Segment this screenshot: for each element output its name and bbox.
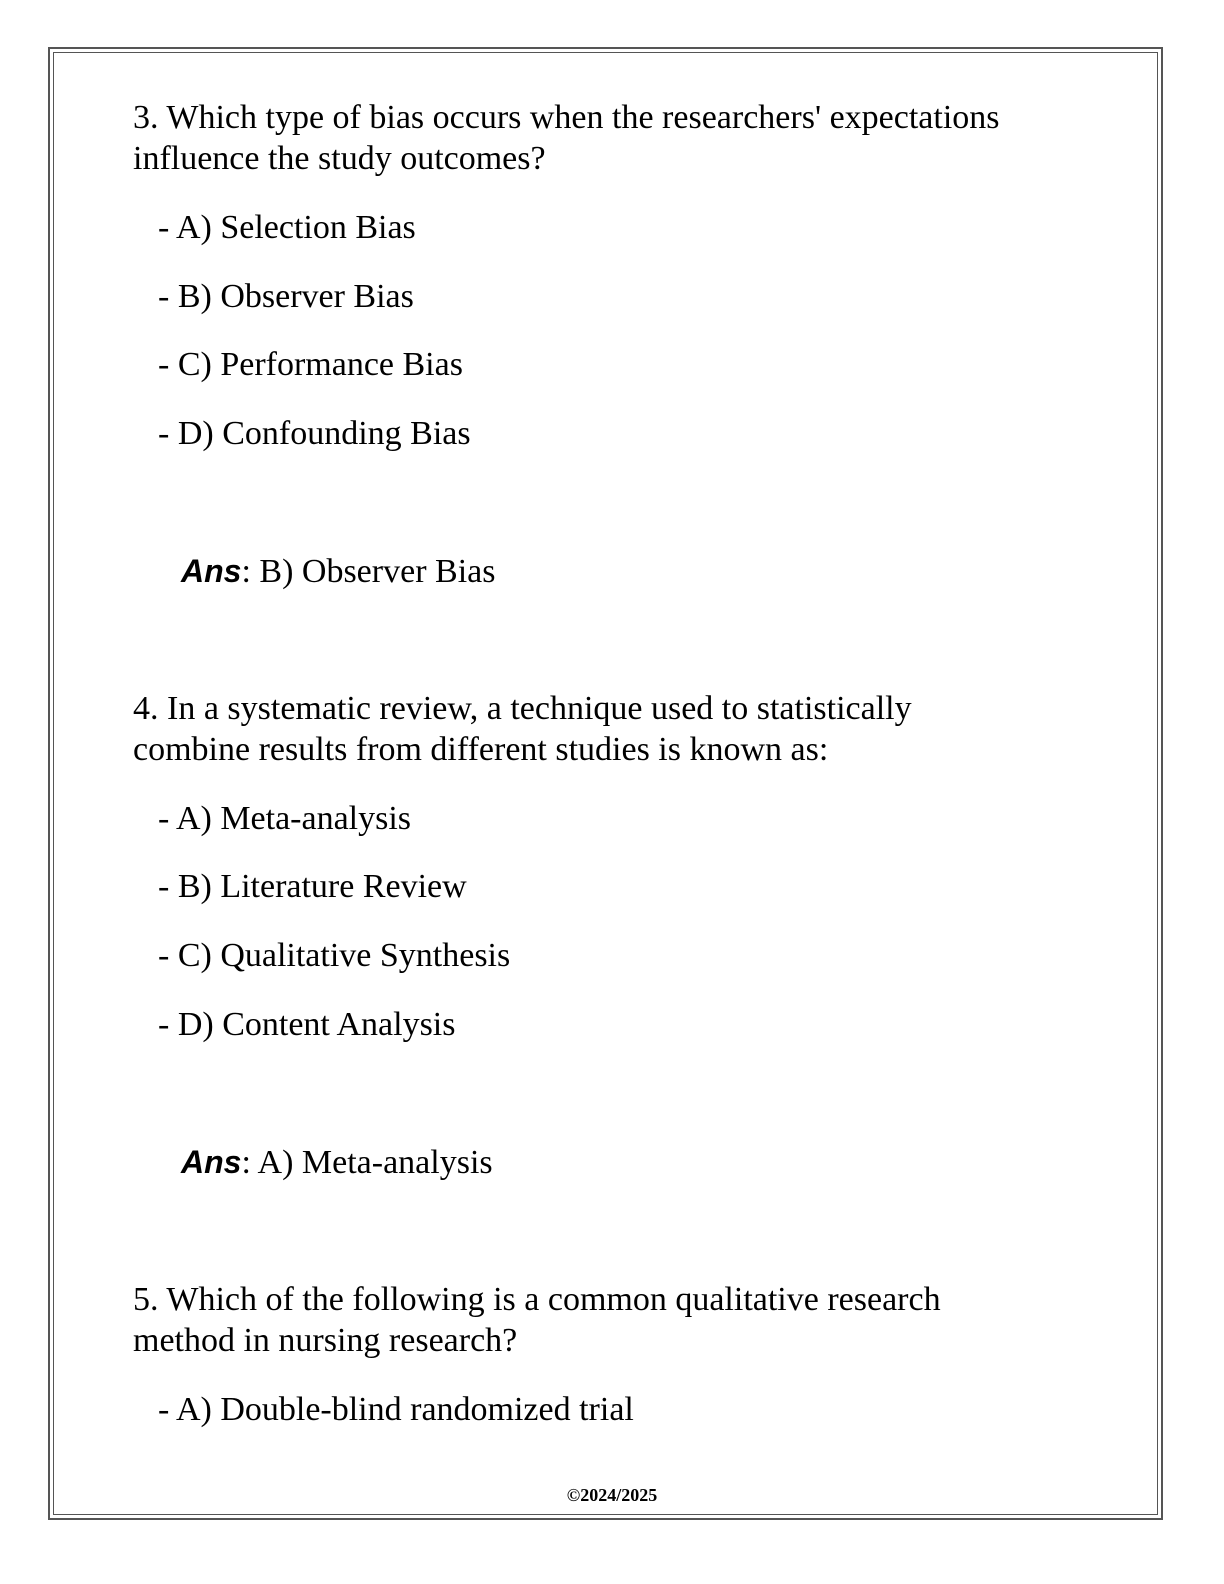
question-3-option-d: - D) Confounding Bias xyxy=(158,415,471,452)
question-5-stem-line-1: 5. Which of the following is a common qualitative research xyxy=(133,1281,941,1318)
question-5-stem-line-2: method in nursing research? xyxy=(133,1322,518,1359)
question-3-option-a: - A) Selection Bias xyxy=(158,209,416,246)
answer-label: Ans xyxy=(181,553,242,589)
question-4-option-c: - C) Qualitative Synthesis xyxy=(158,937,511,974)
answer-text: : A) Meta-analysis xyxy=(241,1144,493,1181)
question-3-option-b: - B) Observer Bias xyxy=(158,278,414,315)
page-footer-copyright: ©2024/2025 xyxy=(566,1485,658,1505)
question-4-stem-line-2: combine results from different studies is known as: xyxy=(133,731,829,768)
answer-label: Ans xyxy=(181,1144,242,1180)
answer-text: : B) Observer Bias xyxy=(241,553,496,590)
question-4-option-d: - D) Content Analysis xyxy=(158,1006,456,1043)
question-4-option-a: - A) Meta-analysis xyxy=(158,800,412,837)
question-3-option-c: - C) Performance Bias xyxy=(158,346,463,383)
question-4-option-b: - B) Literature Review xyxy=(158,868,467,905)
question-3-stem-line-1: 3. Which type of bias occurs when the researchers' expectations xyxy=(133,99,1000,136)
question-3-stem-line-2: influence the study outcomes? xyxy=(133,140,546,177)
question-4-answer xyxy=(181,1142,493,1183)
question-4-stem-line-1: 4. In a systematic review, a technique used to statistically xyxy=(133,690,912,727)
question-3-answer xyxy=(181,551,495,592)
question-5-option-a: - A) Double-blind randomized trial xyxy=(158,1391,634,1428)
